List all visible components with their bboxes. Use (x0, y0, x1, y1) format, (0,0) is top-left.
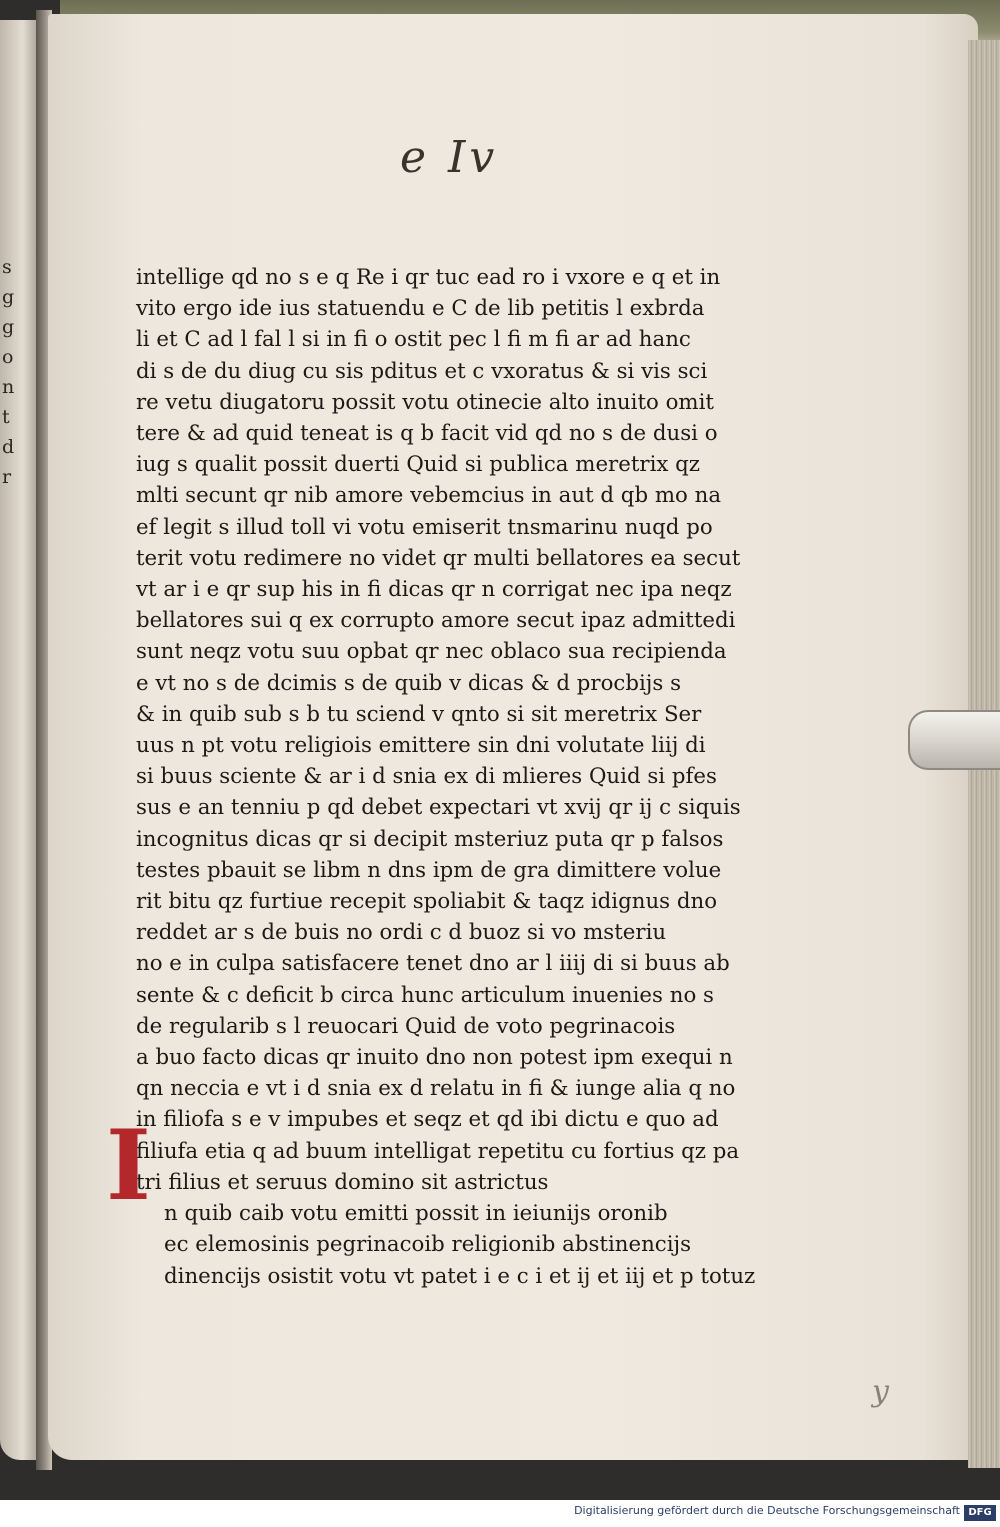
left-page-glyph: o (2, 346, 14, 368)
text-line: terit votu redimere no videt qr multi bellatores ea secut (136, 545, 741, 571)
text-line: a buo facto dicas qr inuito dno non potest ipm exequi n (136, 1045, 733, 1071)
text-line: de regularib s l reuocari Quid de voto pegrinacois (136, 1013, 676, 1039)
text-line: mlti secunt qr nib amore vebemcius in aut d qb mo na (136, 483, 722, 509)
book-clip (908, 710, 1000, 770)
text-line: sente & c deficit b circa hunc articulum inuenies no s (136, 982, 714, 1008)
text-line: testes pbauit se libm n dns ipm de gra dimittere volue (136, 857, 722, 883)
text-line: si buus sciente & ar i d snia ex di mlieres Quid si pfes (136, 764, 717, 790)
left-page-fragment (0, 20, 38, 1460)
left-page-glyph: n (2, 376, 15, 398)
text-line: vt ar i e qr sup his in fi dicas qr n corrigat nec ipa neqz (136, 577, 732, 603)
footer-bar (0, 1500, 1000, 1527)
text-line: vito ergo ide ius statuendu e C de lib petitis l exbrda (136, 296, 705, 322)
left-page-glyph: g (2, 316, 15, 338)
text-line: intellige qd no s e q Re i qr tuc ead ro i vxore e q et in (136, 265, 721, 290)
manuscript-page (48, 14, 978, 1460)
text-line: in filiofa s e v impubes et seqz et qd ibi dictu e quo ad (136, 1107, 719, 1133)
corner-mark: y (872, 1374, 889, 1409)
text-line: li et C ad l fal l si in fi o ostit pec l fi m fi ar ad hanc (136, 327, 691, 353)
text-line: no e in culpa satisfacere tenet dno ar l iiij di si buus ab (136, 951, 730, 977)
folio-number: e Iv (400, 132, 499, 183)
text-column (136, 262, 756, 1292)
text-line: dinencijs osistit votu vt patet i e c i et ij et iij et p totuz (164, 1263, 756, 1289)
dfg-logo: DFG (964, 1505, 996, 1521)
text-line: & in quib sub s b tu sciend v qnto si sit meretrix Ser (136, 701, 702, 727)
text-line: n quib caib votu emitti possit in ieiunijs oronib (164, 1201, 668, 1227)
text-line: ef legit s illud toll vi votu emiserit tnsmarinu nuqd po (136, 514, 713, 540)
text-line: bellatores sui q ex corrupto amore secut ipaz admittedi (136, 608, 736, 634)
left-page-glyph: d (2, 436, 15, 458)
text-line: sunt neqz votu suu opbat qr nec oblaco sua recipienda (136, 639, 727, 665)
text-line: iug s qualit possit duerti Quid si publica meretrix qz (136, 452, 701, 478)
text-line: di s de du diug cu sis pditus et c vxoratus & si vis sci (136, 358, 708, 384)
text-line: uus n pt votu religiois emittere sin dni volutate liij di (136, 733, 706, 759)
left-page-glyph: r (2, 466, 12, 488)
text-line: reddet ar s de buis no ordi c d buoz si vo msteriu (136, 920, 667, 946)
text-line: tri filius et seruus domino sit astrictus (136, 1169, 549, 1195)
text-line: sus e an tenniu p qd debet expectari vt xvij qr ij c siquis (136, 795, 741, 821)
text-line: e vt no s de dcimis s de quib v dicas & d procbijs s (136, 670, 682, 696)
text-line: rit bitu qz furtiue recepit spoliabit & taqz idignus dno (136, 889, 718, 915)
text-line: qn neccia e vt i d snia ex d relatu in fi & iunge alia q no (136, 1076, 736, 1102)
red-initial: I (106, 1109, 151, 1222)
text-line: ec elemosinis pegrinacoib religionib abstinencijs (164, 1232, 692, 1258)
text-line: re vetu diugatoru possit votu otinecie alto inuito omit (136, 389, 714, 415)
funding-credit: Digitalisierung gefördert durch die Deutsche Forschungsgemeinschaft (574, 1504, 960, 1517)
text-line: filiufa etia q ad buum intelligat repetitu cu fortius qz pa (136, 1138, 740, 1164)
left-page-glyph: s (2, 256, 12, 278)
left-page-glyphs (2, 252, 36, 492)
text-line: tere & ad quid teneat is q b facit vid qd no s de dusi o (136, 421, 718, 447)
text-line: incognitus dicas qr si decipit msteriuz puta qr p falsos (136, 826, 724, 852)
left-page-glyph: g (2, 286, 15, 308)
left-page-glyph: t (2, 406, 10, 428)
